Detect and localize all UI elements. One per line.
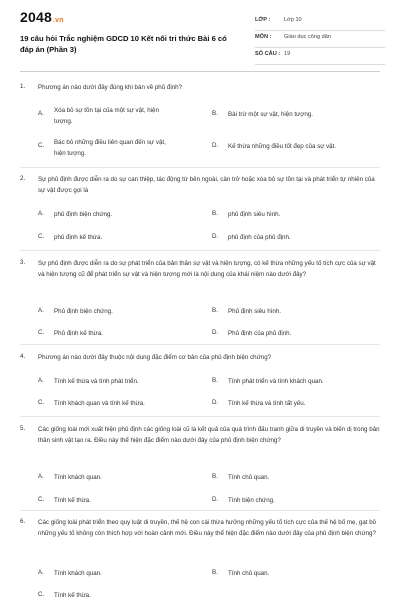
option-text: Tính kế thừa và tính tất yếu. [228,400,306,407]
option-text: Tính kế thừa và tính phát triển. [54,378,139,385]
option-letter: B. [212,377,218,384]
option-letter: C. [38,591,45,598]
option-letter: D. [212,142,219,149]
document-title: 19 câu hỏi Trắc nghiệm GDCD 10 Kết nối tri thức Bài 6 có đáp án (Phần 3) [20,34,227,54]
option-letter: B. [212,210,218,217]
option-letter: D. [212,399,219,406]
option-letter: A. [38,307,44,314]
question-text: Phương án nào dưới đây đúng khi bàn về phủ định? [38,84,183,91]
question-number: 6. [20,518,26,525]
option-text: Bài trừ một sự vật, hiện tượng. [228,111,313,118]
option-letter: C. [38,142,45,149]
option-letter: C. [38,496,45,503]
option-letter: D. [212,329,219,336]
logo-suffix: .vn [52,17,64,24]
option-text: Tính biện chứng. [228,497,275,504]
meta-row-count [255,48,385,65]
question-number: 5. [20,425,26,432]
option-text: Tính chủ quan. [228,474,270,481]
option-text: phủ định của phủ định. [228,234,291,241]
option-text: Kế thừa những điều tốt đẹp của sự vật. [228,143,337,150]
option-letter: A. [38,210,44,217]
question-divider [20,250,380,251]
question-divider [20,510,380,511]
option-text: Tính kế thừa. [54,592,91,599]
option-letter: C. [38,329,45,336]
option-letter: B. [212,569,218,576]
option-text: Tính khách quan và tính kế thừa. [54,400,145,407]
question-text: Các giống loài phát triển theo quy luật di truyền, thế hệ con cái thừa hưởng những yếu tố tích cực của thế hệ bố mẹ, gạt bỏ những yếu tố không còn thích hợp với hoàn cảnh mới. Điều này thể hiện đặc điểm nào dưới đây của phủ định biện chứng? [38,519,377,537]
meta-row-grade [255,14,385,31]
option-text: Tính kế thừa. [54,497,91,504]
option-letter: A. [38,569,44,576]
option-text: Bác bỏ những điều liên quan đến sự vật, hiện tượng. [54,139,166,157]
option-text: Xóa bỏ sự tồn tại của một sự vật, hiện tượng. [54,107,159,125]
option-text: Phủ định kế thừa. [54,330,103,337]
option-letter: A. [38,473,44,480]
site-logo[interactable] [20,9,64,25]
question-number: 2. [20,175,26,182]
option-text: phủ định siêu hình. [228,211,281,218]
meta-row-subject [255,31,385,48]
option-letter: D. [212,233,219,240]
option-letter: D. [212,496,219,503]
meta-table [255,14,385,65]
logo-text: 2048 [20,9,52,25]
meta-key: MÔN : [255,34,272,40]
question-number: 3. [20,259,26,266]
option-text: Tính chủ quan. [228,570,270,577]
option-text: phủ định kế thừa. [54,234,103,241]
question-text: Sự phủ định được diễn ra do sự can thiệp, tác động từ bên ngoài, cản trở hoặc xóa bỏ sự tồn tại và phát triển tự nhiên của sự vật được gọi là [38,176,375,194]
option-letter: B. [212,110,218,117]
question-divider [20,167,380,168]
meta-value: Lớp 10 [284,17,302,23]
option-letter: A. [38,110,44,117]
document-header [0,0,400,70]
option-text: phủ định biện chứng. [54,211,113,218]
question-divider [20,344,380,345]
option-text: Tính phát triển và tính khách quan. [228,378,324,385]
question-number: 1. [20,83,26,90]
option-letter: B. [212,473,218,480]
option-text: Phủ định của phủ định. [228,330,292,337]
question-divider [20,416,380,417]
option-letter: B. [212,307,218,314]
option-letter: C. [38,233,45,240]
question-text: Các giống loài mới xuất hiện phủ định các giống loài cũ là kết quả của quá trình đấu tranh giữa di truyền và biến dị trong bản thân sinh vật tạo ra. Điều này thể hiện đặc điểm nào dưới đây của phủ định biện chứng? [38,426,380,444]
option-text: Tính khách quan. [54,570,102,577]
meta-key: LỚP : [255,17,271,23]
question-text: Sự phủ định được diễn ra do sự phát triển của bản thân sự vật và hiện tượng, có kế thừa những yếu tố tích cực của sự vật và hiện tượng cũ để phát triển sự vật và hiện tượng mới là nội dung của khái niệm nào dưới đây? [38,260,376,278]
option-text: Phủ định siêu hình. [228,308,281,315]
question-number: 4. [20,353,26,360]
option-text: Phủ định biện chứng. [54,308,113,315]
option-letter: A. [38,377,44,384]
meta-key: SỐ CÂU : [255,51,281,57]
header-divider [20,71,380,72]
option-letter: C. [38,399,45,406]
meta-value: Giáo dục công dân [284,34,331,40]
question-text: Phương án nào dưới đây thuộc nội dung đặc điểm cơ bản của phủ định biện chứng? [38,354,272,361]
option-text: Tính khách quan. [54,474,102,481]
meta-value: 19 [284,51,291,57]
